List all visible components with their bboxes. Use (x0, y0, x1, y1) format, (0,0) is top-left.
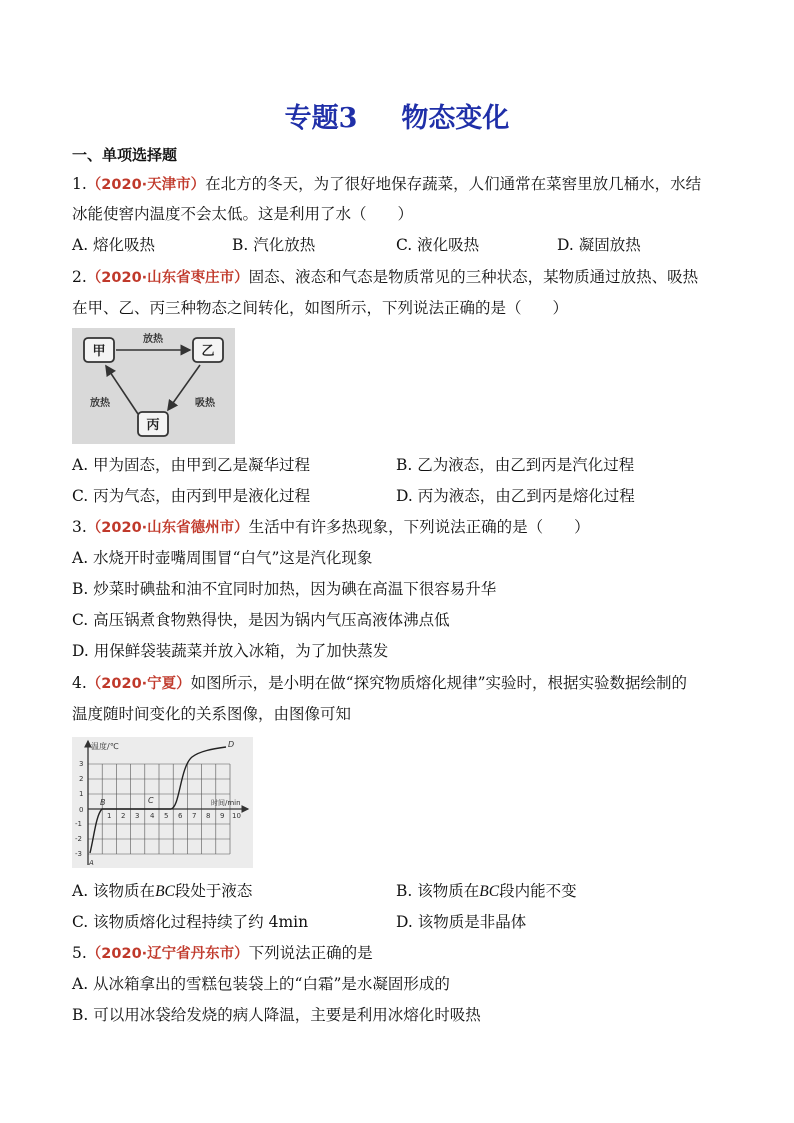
label-jia: 甲 (92, 344, 106, 359)
y-tick-neg3: -3 (75, 850, 82, 858)
state-diagram-svg (72, 328, 235, 444)
melting-graph-svg (72, 737, 253, 868)
q4-option-a[interactable]: A. 该物质在BC段处于液态 (72, 882, 253, 900)
x-tick-6: 6 (178, 812, 183, 820)
q5-stem-line1: 5.（2020·辽宁省丹东市）下列说法正确的是 (72, 944, 373, 962)
q4-option-d[interactable]: D. 该物质是非晶体 (396, 913, 527, 931)
x-tick-4: 4 (150, 812, 155, 820)
y-tick-1: 1 (79, 790, 84, 798)
x-tick-10: 10 (232, 812, 241, 820)
q3-option-c[interactable]: C. 高压锅煮食物熟得快，是因为锅内气压高液体沸点低 (72, 611, 450, 629)
q3-stem-line1: 3.（2020·山东省德州市）生活中有许多热现象，下列说法正确的是（ ） (72, 518, 590, 536)
y-tick-neg1: -1 (75, 820, 82, 828)
x-tick-5: 5 (164, 812, 169, 820)
point-c-label: C (148, 796, 154, 805)
y-tick-2: 2 (79, 775, 84, 783)
q2-option-c[interactable]: C. 丙为气态，由丙到甲是液化过程 (72, 487, 311, 505)
label-bing: 丙 (146, 418, 160, 433)
section-heading: 一、单项选择题 (72, 146, 178, 164)
q3-option-b[interactable]: B. 炒菜时碘盐和油不宜同时加热，因为碘在高温下很容易升华 (72, 580, 497, 598)
point-d-label: D (228, 740, 235, 749)
point-b-label: B (100, 798, 106, 807)
y-axis-label: 温度/℃ (91, 742, 119, 751)
q2-stem-line2: 在甲、乙、丙三种物态之间转化，如图所示，下列说法正确的是（ ） (72, 299, 569, 317)
x-axis-label: 时间/min (211, 799, 241, 807)
q1-stem-line2: 冰能使窖内温度不会太低。这是利用了水（ ） (72, 205, 414, 223)
x-tick-3: 3 (135, 812, 140, 820)
q4-stem-line2: 温度随时间变化的关系图像，由图像可知 (72, 705, 352, 723)
q4-source: （2020·宁夏） (86, 676, 191, 692)
q1-option-a[interactable]: A. 熔化吸热 (72, 236, 156, 254)
y-tick-0: 0 (79, 806, 84, 814)
q4-option-b[interactable]: B. 该物质在BC段内能不变 (396, 882, 577, 900)
state-transition-figure (72, 328, 235, 444)
q1-option-d[interactable]: D. 凝固放热 (557, 236, 641, 254)
q5-option-b[interactable]: B. 可以用冰袋给发烧的病人降温，主要是利用冰熔化时吸热 (72, 1006, 481, 1024)
label-yi: 乙 (201, 344, 215, 359)
label-left-arrow: 放热 (90, 398, 110, 409)
point-a-label: A (89, 859, 94, 867)
q2-option-d[interactable]: D. 丙为液态，由乙到丙是熔化过程 (396, 487, 635, 505)
q3-option-a[interactable]: A. 水烧开时壶嘴周围冒“白气”这是汽化现象 (72, 549, 373, 567)
title-prefix: 专题3 (284, 103, 358, 134)
x-tick-7: 7 (192, 812, 197, 820)
q2-stem-line1: 2.（2020·山东省枣庄市）固态、液态和气态是物质常见的三种状态，某物质通过放热、吸热 (72, 268, 699, 286)
label-right-arrow: 吸热 (195, 398, 215, 409)
x-tick-8: 8 (206, 812, 211, 820)
y-tick-neg2: -2 (75, 835, 82, 843)
q5-option-a[interactable]: A. 从冰箱拿出的雪糕包装袋上的“白霜”是水凝固形成的 (72, 975, 450, 993)
y-tick-3: 3 (79, 760, 84, 768)
q4-stem-line1: 4.（2020·宁夏）如图所示，是小明在做“探究物质熔化规律”实验时，根据实验数据绘制的 (72, 674, 688, 692)
page-title (0, 96, 794, 135)
arrow-bing-to-jia (106, 366, 138, 414)
q1-option-c[interactable]: C. 液化吸热 (396, 236, 480, 254)
q5-source: （2020·辽宁省丹东市） (86, 946, 249, 962)
x-tick-9: 9 (220, 812, 225, 820)
q4-option-c[interactable]: C. 该物质熔化过程持续了约 4min (72, 913, 309, 931)
temperature-curve (90, 747, 226, 853)
x-tick-2: 2 (121, 812, 126, 820)
x-tick-1: 1 (107, 812, 112, 820)
q1-stem-line1: 1.（2020·天津市）在北方的冬天，为了很好地保存蔬菜，人们通常在菜窖里放几桶水，水结 (72, 175, 702, 193)
y-tick-labels (75, 760, 83, 858)
x-tick-labels (107, 812, 241, 820)
q3-option-d[interactable]: D. 用保鲜袋装蔬菜并放入冰箱，为了加快蒸发 (72, 642, 389, 660)
q2-source: （2020·山东省枣庄市） (86, 270, 249, 286)
q2-option-b[interactable]: B. 乙为液态，由乙到丙是汽化过程 (396, 456, 635, 474)
label-top-arrow: 放热 (143, 334, 163, 345)
q1-source: （2020·天津市） (86, 177, 206, 193)
q2-option-a[interactable]: A. 甲为固态，由甲到乙是凝华过程 (72, 456, 311, 474)
q1-option-b[interactable]: B. 汽化放热 (232, 236, 316, 254)
melting-graph-figure (72, 737, 253, 868)
q3-source: （2020·山东省德州市） (86, 520, 249, 536)
title-main: 物态变化 (401, 103, 510, 134)
